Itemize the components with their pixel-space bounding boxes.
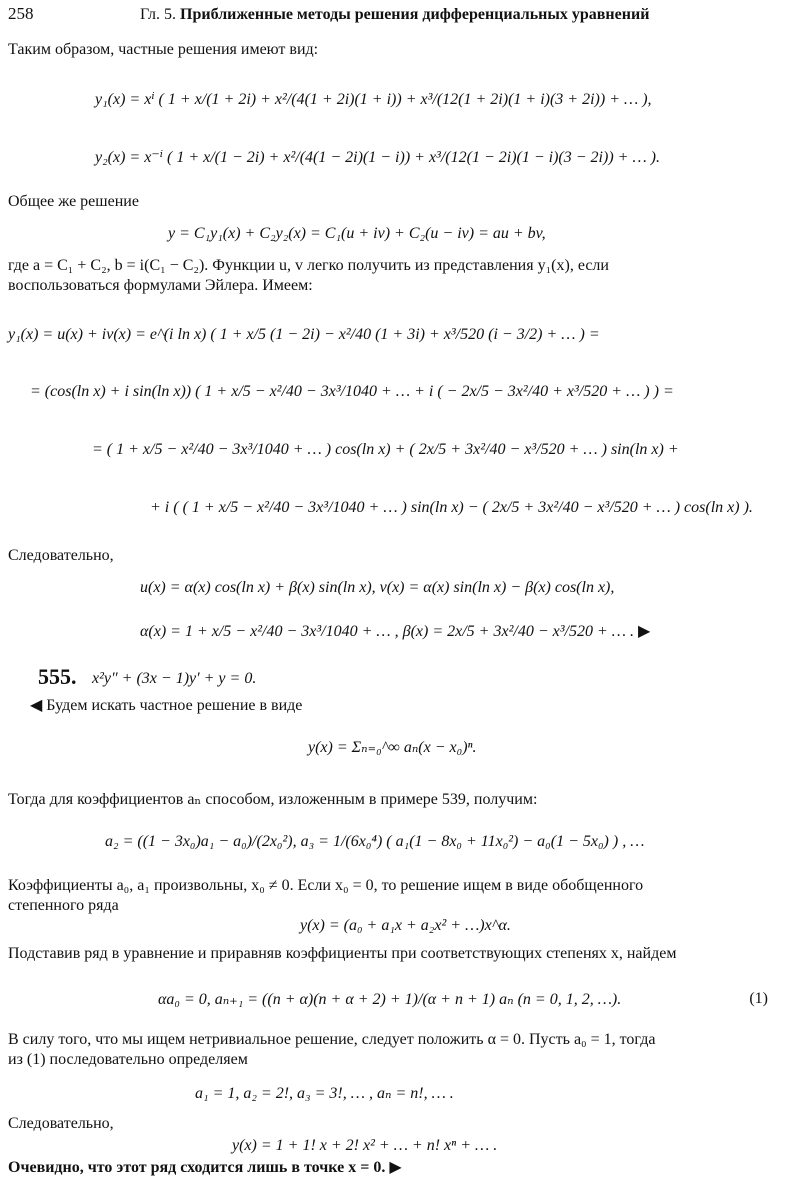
text-line-conclusion: Очевидно, что этот ряд сходится лишь в точке x = 0. ▶ <box>8 1159 402 1176</box>
equation-final-series: y(x) = 1 + 1! x + 2! x² + … + n! xⁿ + … . <box>232 1137 498 1154</box>
text-line: Подставив ряд в уравнение и приравняв коэффициенты при соответствующих степенях x, найдем <box>8 945 677 962</box>
equation-general-solution: y = C₁y₁(x) + C₂y₂(x) = C₁(u + iv) + C₂(u − iv) = au + bv, <box>168 225 546 242</box>
text-line: Общее же решение <box>8 193 139 210</box>
text-line: воспользоваться формулами Эйлера. Имеем: <box>8 277 313 294</box>
text-line: ◀ Будем искать частное решение в виде <box>30 697 303 714</box>
equation-series: y(x) = Σₙ₌₀^∞ aₙ(x − x₀)ⁿ. <box>308 739 477 756</box>
equation-u-v: u(x) = α(x) cos(ln x) + β(x) sin(ln x), v(x) = α(x) sin(ln x) − β(x) cos(ln x), <box>140 579 615 596</box>
equation-number: (1) <box>749 990 768 1007</box>
text-line: Таким образом, частные решения имеют вид: <box>8 41 319 58</box>
equation-y1: y₁(x) = xⁱ ( 1 + x/(1 + 2i) + x²/(4(1 + 2i)(1 + i)) + x³/(12(1 + 2i)(1 + i)(3 + 2i)) + … ), <box>95 91 652 108</box>
text-line: где a = C₁ + C₂, b = i(C₁ − C₂). Функции u, v легко получить из представления y₁(x), если <box>8 257 609 274</box>
text-line: В силу того, что мы ищем нетривиальное решение, следует положить α = 0. Пусть a₀ = 1, тогда <box>8 1031 656 1048</box>
text-line: Коэффициенты a₀, a₁ произвольны, x₀ ≠ 0. Если x₀ = 0, то решение ищем в виде обобщенного <box>8 877 644 894</box>
running-header <box>140 6 649 24</box>
equation-alpha-beta: α(x) = 1 + x/5 − x²/40 − 3x³/1040 + … , β(x) = 2x/5 + 3x²/40 − x³/520 + … . ▶ <box>140 623 651 640</box>
equation-euler-3: = ( 1 + x/5 − x²/40 − 3x³/1040 + … ) cos(ln x) + ( 2x/5 + 3x²/40 − x³/520 + … ) sin(ln x) + <box>92 441 679 458</box>
equation-coefficients: a₂ = ((1 − 3x₀)a₁ − a₀)/(2x₀²), a₃ = 1/(6x₀⁴) ( a₁(1 − 8x₀ + 11x₀²) − a₀(1 − 5x₀) ) , … <box>105 833 645 850</box>
equation-y2: y₂(x) = x⁻ⁱ ( 1 + x/(1 − 2i) + x²/(4(1 − 2i)(1 − i)) + x³/(12(1 − 2i)(1 − i)(3 − 2i)) + … ). <box>95 149 660 166</box>
text-line: Тогда для коэффициентов aₙ способом, изложенным в примере 539, получим: <box>8 791 538 808</box>
equation-factorials: a₁ = 1, a₂ = 2!, a₃ = 3!, … , aₙ = n!, … . <box>195 1085 454 1102</box>
text-line: Следовательно, <box>8 547 114 564</box>
text-line: из (1) последовательно определяем <box>8 1051 248 1068</box>
equation-euler-4: + i ( ( 1 + x/5 − x²/40 − 3x³/1040 + … ) sin(ln x) − ( 2x/5 + 3x²/40 − x³/520 + … ) cos(ln x) ). <box>150 499 753 516</box>
problem-number: 555. <box>38 664 77 689</box>
running-header-title: Приближенные методы решения дифференциальных уравнений <box>180 6 650 23</box>
page-number: 258 <box>8 4 34 23</box>
equation-recurrence: αa₀ = 0, aₙ₊₁ = ((n + α)(n + α + 2) + 1)/(α + n + 1) aₙ (n = 0, 1, 2, …). <box>158 991 622 1008</box>
equation-generalized-series: y(x) = (a₀ + a₁x + a₂x² + …)x^α. <box>300 917 511 934</box>
equation-euler-2: = (cos(ln x) + i sin(ln x)) ( 1 + x/5 − x²/40 − 3x³/1040 + … + i ( − 2x/5 − 3x²/40 + x³/520 + … ) ) = <box>30 383 674 400</box>
running-header-prefix: Гл. 5. <box>140 6 177 23</box>
equation-euler-1: y₁(x) = u(x) + iv(x) = e^(i ln x) ( 1 + x/5 (1 − 2i) − x²/40 (1 + 3i) + x³/520 (i − 3/2) + … ) = <box>8 326 600 343</box>
text-line: степенного ряда <box>8 897 119 914</box>
text-line: Следовательно, <box>8 1115 114 1132</box>
problem-equation: x²y″ + (3x − 1)y′ + y = 0. <box>92 670 257 687</box>
